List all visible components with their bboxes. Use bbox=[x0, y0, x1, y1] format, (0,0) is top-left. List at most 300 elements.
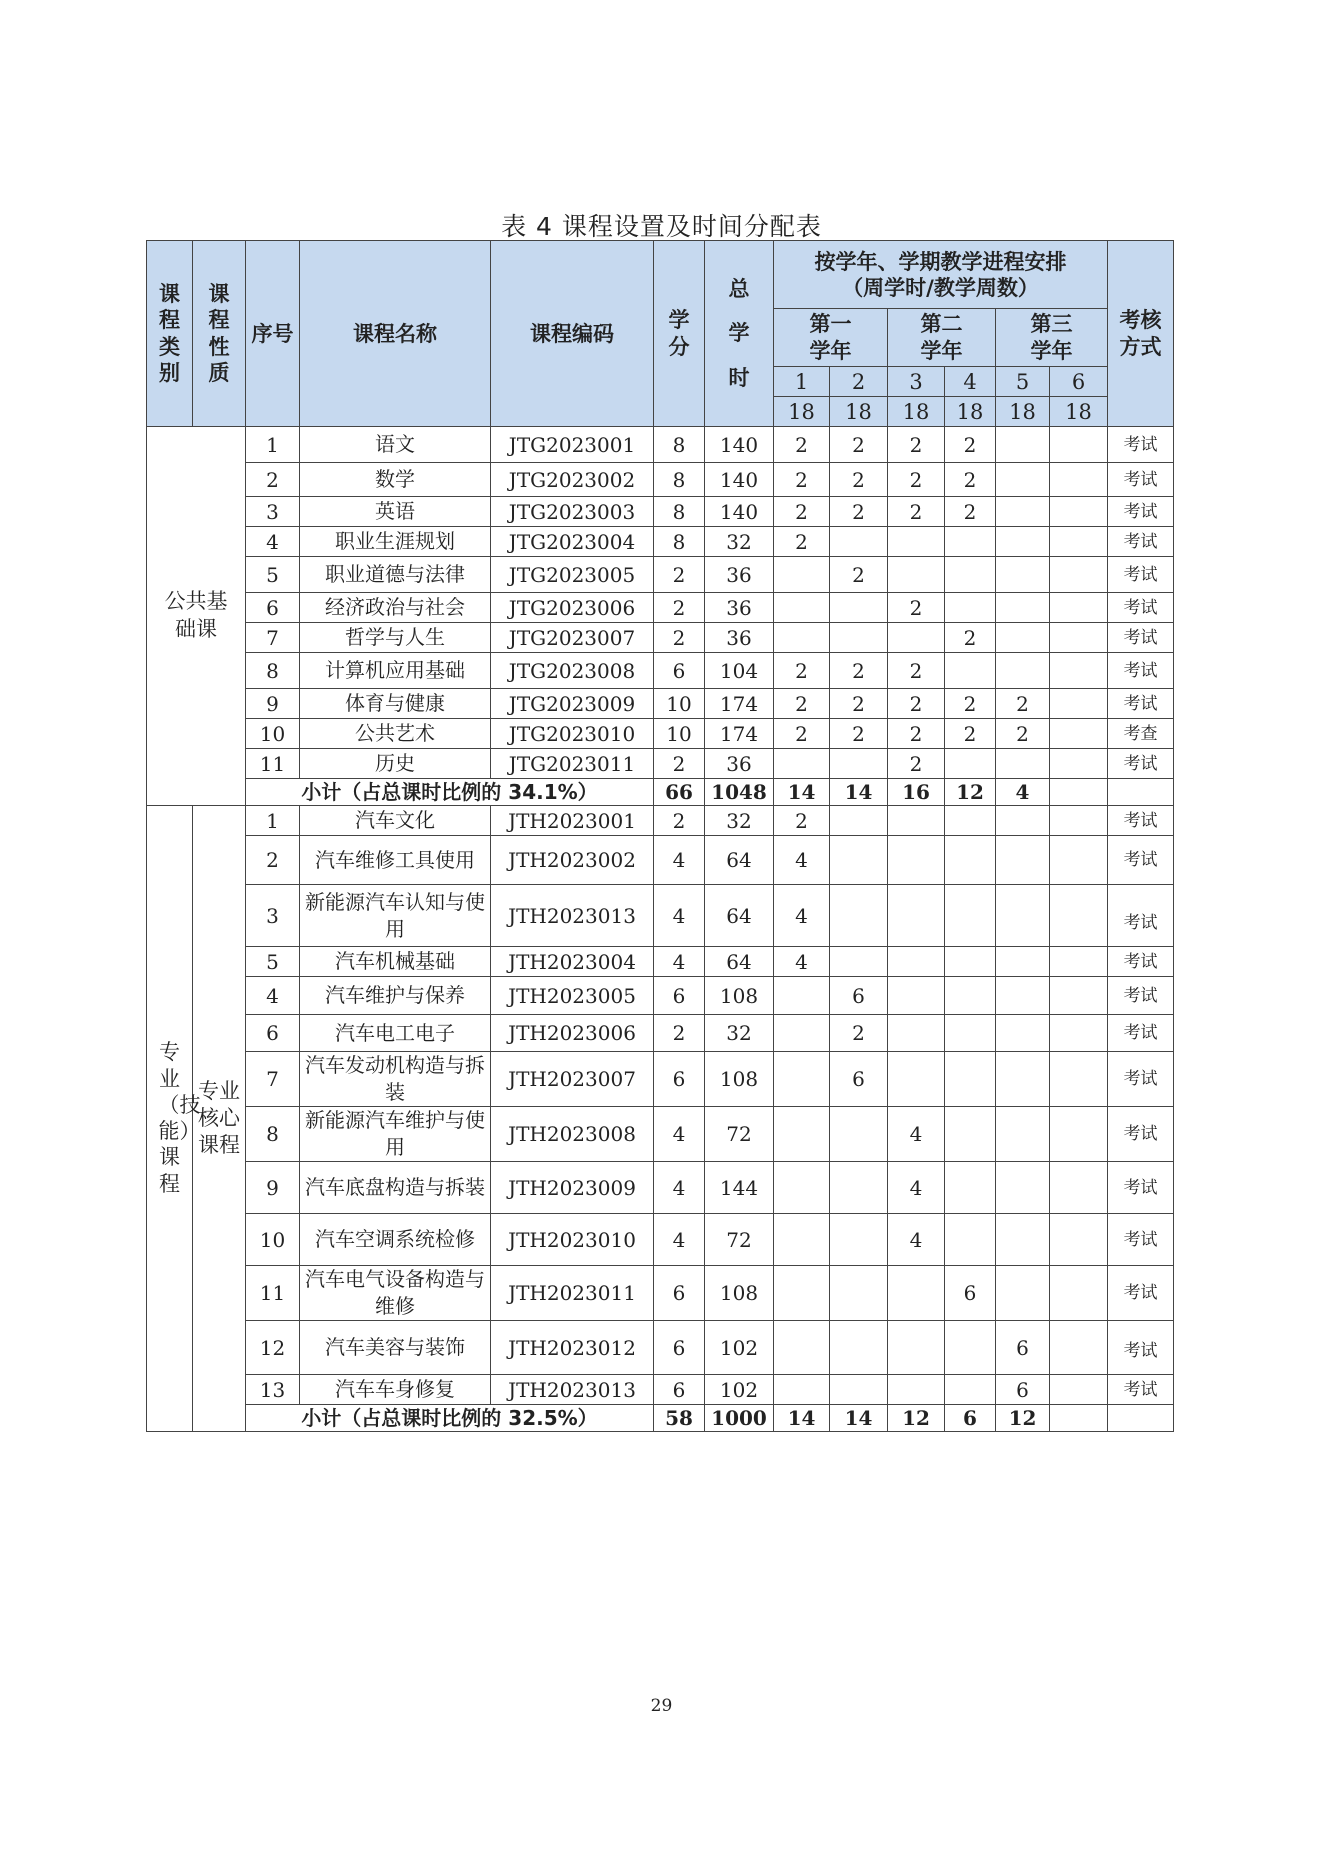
assessment-cell: 考试 bbox=[1108, 1266, 1174, 1321]
seq-cell: 9 bbox=[246, 689, 300, 719]
seq-cell: 11 bbox=[246, 749, 300, 779]
semester-hours-cell bbox=[774, 1375, 830, 1405]
course-name-cell: 汽车空调系统检修 bbox=[300, 1214, 491, 1266]
subtotal-hours: 1000 bbox=[705, 1405, 774, 1432]
semester-hours-cell bbox=[945, 885, 996, 947]
seq-cell: 1 bbox=[246, 806, 300, 836]
course-name-cell: 数学 bbox=[300, 463, 491, 497]
semester-hours-cell bbox=[1050, 947, 1108, 977]
semester-hours-cell bbox=[888, 1321, 945, 1375]
semester-hours-cell bbox=[1050, 1214, 1108, 1266]
assessment-cell: 考试 bbox=[1108, 1214, 1174, 1266]
table-row bbox=[147, 427, 1174, 463]
semester-hours-cell bbox=[774, 1321, 830, 1375]
hours-cell: 36 bbox=[705, 623, 774, 653]
table-row bbox=[147, 806, 1174, 836]
semester-hours-cell bbox=[1050, 977, 1108, 1015]
semester-hours-cell bbox=[888, 557, 945, 593]
semester-hours-cell bbox=[830, 947, 888, 977]
course-code-cell: JTH2023013 bbox=[491, 1375, 654, 1405]
semester-hours-cell: 4 bbox=[888, 1162, 945, 1214]
header-semester: 2 bbox=[830, 367, 888, 397]
table-row bbox=[147, 719, 1174, 749]
semester-hours-cell bbox=[996, 947, 1050, 977]
semester-hours-cell bbox=[945, 593, 996, 623]
semester-hours-cell bbox=[945, 1375, 996, 1405]
header-nature-text: 课程性质 bbox=[208, 282, 230, 385]
hours-cell: 140 bbox=[705, 463, 774, 497]
course-code-cell: JTG2023011 bbox=[491, 749, 654, 779]
semester-hours-cell bbox=[1050, 1266, 1108, 1321]
subtotal-label: 小计（占总课时比例的 32.5%） bbox=[246, 1405, 654, 1432]
semester-hours-cell bbox=[774, 1107, 830, 1162]
credits-cell: 6 bbox=[654, 977, 705, 1015]
hours-cell: 72 bbox=[705, 1107, 774, 1162]
course-name-cell: 新能源汽车维护与使用 bbox=[300, 1107, 491, 1162]
header-schedule bbox=[774, 241, 1108, 309]
semester-hours-cell: 2 bbox=[945, 427, 996, 463]
hours-cell: 64 bbox=[705, 947, 774, 977]
assessment-cell: 考试 bbox=[1108, 1107, 1174, 1162]
credits-cell: 8 bbox=[654, 527, 705, 557]
semester-hours-cell bbox=[996, 1214, 1050, 1266]
semester-hours-cell: 6 bbox=[945, 1266, 996, 1321]
semester-hours-cell: 2 bbox=[774, 527, 830, 557]
table-row bbox=[147, 1214, 1174, 1266]
semester-hours-cell bbox=[888, 977, 945, 1015]
semester-hours-cell bbox=[830, 593, 888, 623]
semester-hours-cell bbox=[888, 527, 945, 557]
semester-hours-cell bbox=[774, 1052, 830, 1107]
table-row bbox=[147, 593, 1174, 623]
semester-hours-cell: 6 bbox=[996, 1321, 1050, 1375]
course-name-cell: 汽车维修工具使用 bbox=[300, 836, 491, 885]
credits-cell: 2 bbox=[654, 623, 705, 653]
semester-hours-cell bbox=[774, 1214, 830, 1266]
subtotal-assessment bbox=[1108, 779, 1174, 806]
seq-cell: 1 bbox=[246, 427, 300, 463]
course-code-cell: JTH2023011 bbox=[491, 1266, 654, 1321]
semester-hours-cell: 2 bbox=[774, 463, 830, 497]
seq-cell: 7 bbox=[246, 1052, 300, 1107]
header-assessment-text: 考核方式 bbox=[1119, 308, 1162, 359]
subtotal-semester-hours: 6 bbox=[945, 1405, 996, 1432]
subtotal-semester-hours: 4 bbox=[996, 779, 1050, 806]
table-row bbox=[147, 1107, 1174, 1162]
semester-hours-cell: 2 bbox=[996, 689, 1050, 719]
semester-hours-cell bbox=[888, 1266, 945, 1321]
semester-hours-cell: 2 bbox=[945, 497, 996, 527]
table-body bbox=[147, 427, 1174, 1432]
category-cell bbox=[147, 806, 201, 1432]
semester-hours-cell bbox=[1050, 689, 1108, 719]
subtotal-row bbox=[147, 779, 1174, 806]
assessment-cell: 考试 bbox=[1108, 557, 1174, 593]
course-name-cell: 汽车机械基础 bbox=[300, 947, 491, 977]
semester-hours-cell bbox=[945, 977, 996, 1015]
header-hours bbox=[705, 241, 774, 427]
subtotal-semester-hours: 14 bbox=[774, 1405, 830, 1432]
category-cell bbox=[147, 427, 246, 806]
table-row bbox=[147, 527, 1174, 557]
semester-hours-cell bbox=[774, 1266, 830, 1321]
subtotal-row bbox=[147, 1405, 1174, 1432]
header-name: 课程名称 bbox=[300, 241, 491, 427]
credits-cell: 8 bbox=[654, 427, 705, 463]
header-weeks: 18 bbox=[945, 397, 996, 427]
semester-hours-cell bbox=[945, 1107, 996, 1162]
header-weeks: 18 bbox=[830, 397, 888, 427]
hours-cell: 174 bbox=[705, 719, 774, 749]
table-row bbox=[147, 557, 1174, 593]
table-row bbox=[147, 885, 1174, 947]
table-row bbox=[147, 947, 1174, 977]
credits-cell: 10 bbox=[654, 719, 705, 749]
credits-cell: 6 bbox=[654, 1052, 705, 1107]
semester-hours-cell: 4 bbox=[774, 947, 830, 977]
credits-cell: 2 bbox=[654, 1015, 705, 1052]
header-credits bbox=[654, 241, 705, 427]
semester-hours-cell bbox=[1050, 749, 1108, 779]
course-code-cell: JTH2023010 bbox=[491, 1214, 654, 1266]
semester-hours-cell bbox=[830, 1107, 888, 1162]
semester-hours-cell bbox=[945, 836, 996, 885]
assessment-cell: 考试 bbox=[1108, 806, 1174, 836]
course-name-cell: 汽车文化 bbox=[300, 806, 491, 836]
semester-hours-cell bbox=[945, 947, 996, 977]
hours-cell: 32 bbox=[705, 527, 774, 557]
category-label: 专业（技能）课程 bbox=[158, 1040, 201, 1196]
semester-hours-cell bbox=[945, 1052, 996, 1107]
semester-hours-cell bbox=[996, 463, 1050, 497]
hours-cell: 108 bbox=[705, 1266, 774, 1321]
semester-hours-cell bbox=[888, 623, 945, 653]
assessment-cell: 考试 bbox=[1108, 1375, 1174, 1405]
semester-hours-cell bbox=[1050, 497, 1108, 527]
header-year1-text: 第一学年 bbox=[809, 312, 852, 363]
semester-hours-cell bbox=[996, 836, 1050, 885]
header-category bbox=[147, 241, 193, 427]
semester-hours-cell bbox=[830, 806, 888, 836]
semester-hours-cell bbox=[1050, 1321, 1108, 1375]
semester-hours-cell bbox=[945, 1162, 996, 1214]
nature-label: 专业核心课程 bbox=[198, 1078, 240, 1158]
credits-cell: 6 bbox=[654, 1375, 705, 1405]
subtotal-assessment bbox=[1108, 1405, 1174, 1432]
seq-cell: 11 bbox=[246, 1266, 300, 1321]
semester-hours-cell bbox=[996, 653, 1050, 689]
semester-hours-cell: 2 bbox=[888, 427, 945, 463]
semester-hours-cell: 2 bbox=[888, 463, 945, 497]
semester-hours-cell: 6 bbox=[830, 977, 888, 1015]
semester-hours-cell: 2 bbox=[945, 463, 996, 497]
semester-hours-cell bbox=[1050, 593, 1108, 623]
course-name-cell: 历史 bbox=[300, 749, 491, 779]
hours-cell: 174 bbox=[705, 689, 774, 719]
semester-hours-cell: 4 bbox=[888, 1214, 945, 1266]
header-assessment bbox=[1108, 241, 1174, 427]
semester-hours-cell bbox=[830, 527, 888, 557]
header-hours-text: 总学时 bbox=[728, 277, 750, 390]
semester-hours-cell bbox=[996, 557, 1050, 593]
seq-cell: 13 bbox=[246, 1375, 300, 1405]
course-code-cell: JTH2023008 bbox=[491, 1107, 654, 1162]
assessment-cell: 考试 bbox=[1108, 689, 1174, 719]
semester-hours-cell bbox=[1050, 885, 1108, 947]
course-code-cell: JTH2023007 bbox=[491, 1052, 654, 1107]
semester-hours-cell bbox=[1050, 1015, 1108, 1052]
course-code-cell: JTG2023009 bbox=[491, 689, 654, 719]
semester-hours-cell: 2 bbox=[945, 719, 996, 749]
semester-hours-cell bbox=[945, 1015, 996, 1052]
semester-hours-cell bbox=[996, 1052, 1050, 1107]
hours-cell: 140 bbox=[705, 427, 774, 463]
semester-hours-cell bbox=[1050, 557, 1108, 593]
course-name-cell: 公共艺术 bbox=[300, 719, 491, 749]
header-year2 bbox=[888, 309, 996, 367]
semester-hours-cell bbox=[774, 977, 830, 1015]
semester-hours-cell bbox=[996, 623, 1050, 653]
course-name-cell: 职业道德与法律 bbox=[300, 557, 491, 593]
semester-hours-cell: 2 bbox=[830, 497, 888, 527]
seq-cell: 6 bbox=[246, 1015, 300, 1052]
course-name-cell: 汽车电工电子 bbox=[300, 1015, 491, 1052]
assessment-cell: 考试 bbox=[1108, 527, 1174, 557]
assessment-cell: 考试 bbox=[1108, 836, 1174, 885]
course-name-cell: 汽车电气设备构造与维修 bbox=[300, 1266, 491, 1321]
semester-hours-cell bbox=[996, 885, 1050, 947]
semester-hours-cell bbox=[996, 1162, 1050, 1214]
course-name-cell: 体育与健康 bbox=[300, 689, 491, 719]
semester-hours-cell bbox=[888, 1375, 945, 1405]
semester-hours-cell bbox=[888, 1052, 945, 1107]
semester-hours-cell bbox=[945, 749, 996, 779]
course-code-cell: JTH2023004 bbox=[491, 947, 654, 977]
credits-cell: 2 bbox=[654, 593, 705, 623]
credits-cell: 4 bbox=[654, 885, 705, 947]
course-name-cell: 计算机应用基础 bbox=[300, 653, 491, 689]
assessment-cell: 考试 bbox=[1108, 427, 1174, 463]
assessment-cell: 考试 bbox=[1108, 885, 1174, 947]
semester-hours-cell: 6 bbox=[996, 1375, 1050, 1405]
credits-cell: 4 bbox=[654, 947, 705, 977]
table-title: 表 4 课程设置及时间分配表 bbox=[501, 212, 822, 241]
semester-hours-cell bbox=[888, 1015, 945, 1052]
semester-hours-cell: 2 bbox=[774, 806, 830, 836]
credits-cell: 4 bbox=[654, 1162, 705, 1214]
subtotal-credits: 58 bbox=[654, 1405, 705, 1432]
subtotal-hours: 1048 bbox=[705, 779, 774, 806]
credits-cell: 2 bbox=[654, 557, 705, 593]
table-row bbox=[147, 836, 1174, 885]
course-code-cell: JTG2023007 bbox=[491, 623, 654, 653]
course-code-cell: JTG2023008 bbox=[491, 653, 654, 689]
course-name-cell: 职业生涯规划 bbox=[300, 527, 491, 557]
semester-hours-cell: 2 bbox=[945, 689, 996, 719]
header-weeks: 18 bbox=[996, 397, 1050, 427]
table-row bbox=[147, 749, 1174, 779]
table-row bbox=[147, 463, 1174, 497]
semester-hours-cell bbox=[888, 947, 945, 977]
header-year2-text: 第二学年 bbox=[920, 312, 963, 363]
table-row bbox=[147, 1015, 1174, 1052]
hours-cell: 144 bbox=[705, 1162, 774, 1214]
semester-hours-cell: 2 bbox=[830, 557, 888, 593]
header-semester: 5 bbox=[996, 367, 1050, 397]
assessment-cell: 考试 bbox=[1108, 463, 1174, 497]
credits-cell: 10 bbox=[654, 689, 705, 719]
semester-hours-cell bbox=[945, 1321, 996, 1375]
header-category-text: 课程类别 bbox=[158, 282, 180, 385]
semester-hours-cell bbox=[945, 557, 996, 593]
semester-hours-cell: 2 bbox=[774, 689, 830, 719]
semester-hours-cell bbox=[1050, 527, 1108, 557]
hours-cell: 72 bbox=[705, 1214, 774, 1266]
semester-hours-cell: 2 bbox=[830, 653, 888, 689]
semester-hours-cell bbox=[945, 806, 996, 836]
semester-hours-cell bbox=[996, 1266, 1050, 1321]
seq-cell: 4 bbox=[246, 977, 300, 1015]
header-year3 bbox=[996, 309, 1108, 367]
semester-hours-cell: 2 bbox=[774, 427, 830, 463]
credits-cell: 6 bbox=[654, 1266, 705, 1321]
semester-hours-cell bbox=[996, 1107, 1050, 1162]
semester-hours-cell: 2 bbox=[888, 689, 945, 719]
assessment-cell: 考试 bbox=[1108, 1015, 1174, 1052]
assessment-cell: 考试 bbox=[1108, 977, 1174, 1015]
semester-hours-cell: 2 bbox=[888, 749, 945, 779]
subtotal-semester-hours: 12 bbox=[996, 1405, 1050, 1432]
semester-hours-cell bbox=[1050, 623, 1108, 653]
subtotal-semester-hours bbox=[1050, 779, 1108, 806]
semester-hours-cell bbox=[996, 593, 1050, 623]
credits-cell: 2 bbox=[654, 806, 705, 836]
semester-hours-cell bbox=[830, 1266, 888, 1321]
semester-hours-cell bbox=[1050, 806, 1108, 836]
subtotal-semester-hours bbox=[1050, 1405, 1108, 1432]
header-year3-text: 第三学年 bbox=[1030, 312, 1073, 363]
seq-cell: 4 bbox=[246, 527, 300, 557]
semester-hours-cell bbox=[1050, 719, 1108, 749]
course-code-cell: JTG2023002 bbox=[491, 463, 654, 497]
table-row bbox=[147, 653, 1174, 689]
course-code-cell: JTH2023009 bbox=[491, 1162, 654, 1214]
semester-hours-cell bbox=[774, 1162, 830, 1214]
seq-cell: 5 bbox=[246, 557, 300, 593]
semester-hours-cell: 4 bbox=[774, 836, 830, 885]
header-seq: 序号 bbox=[246, 241, 300, 427]
course-code-cell: JTH2023012 bbox=[491, 1321, 654, 1375]
course-code-cell: JTH2023006 bbox=[491, 1015, 654, 1052]
semester-hours-cell bbox=[1050, 1375, 1108, 1405]
semester-hours-cell: 2 bbox=[888, 719, 945, 749]
semester-hours-cell: 2 bbox=[830, 719, 888, 749]
header-semester: 3 bbox=[888, 367, 945, 397]
course-code-cell: JTG2023006 bbox=[491, 593, 654, 623]
semester-hours-cell bbox=[1050, 1162, 1108, 1214]
semester-hours-cell: 2 bbox=[830, 427, 888, 463]
seq-cell: 6 bbox=[246, 593, 300, 623]
course-code-cell: JTG2023001 bbox=[491, 427, 654, 463]
header-semester: 1 bbox=[774, 367, 830, 397]
semester-hours-cell: 6 bbox=[830, 1052, 888, 1107]
subtotal-semester-hours: 16 bbox=[888, 779, 945, 806]
credits-cell: 8 bbox=[654, 463, 705, 497]
header-weeks: 18 bbox=[888, 397, 945, 427]
hours-cell: 102 bbox=[705, 1321, 774, 1375]
semester-hours-cell: 2 bbox=[830, 1015, 888, 1052]
table-row bbox=[147, 1162, 1174, 1214]
course-code-cell: JTH2023002 bbox=[491, 836, 654, 885]
semester-hours-cell bbox=[774, 749, 830, 779]
credits-cell: 2 bbox=[654, 749, 705, 779]
hours-cell: 36 bbox=[705, 749, 774, 779]
course-code-cell: JTG2023010 bbox=[491, 719, 654, 749]
credits-cell: 8 bbox=[654, 497, 705, 527]
semester-hours-cell bbox=[1050, 1052, 1108, 1107]
table-row bbox=[147, 1052, 1174, 1107]
subtotal-semester-hours: 14 bbox=[830, 1405, 888, 1432]
semester-hours-cell: 2 bbox=[774, 653, 830, 689]
seq-cell: 5 bbox=[246, 947, 300, 977]
course-schedule-table bbox=[146, 240, 1174, 1432]
hours-cell: 104 bbox=[705, 653, 774, 689]
course-code-cell: JTG2023003 bbox=[491, 497, 654, 527]
semester-hours-cell: 4 bbox=[774, 885, 830, 947]
semester-hours-cell bbox=[945, 653, 996, 689]
table-row bbox=[147, 977, 1174, 1015]
category-label: 公共基础课 bbox=[164, 589, 228, 641]
hours-cell: 102 bbox=[705, 1375, 774, 1405]
seq-cell: 2 bbox=[246, 463, 300, 497]
semester-hours-cell: 2 bbox=[774, 719, 830, 749]
semester-hours-cell bbox=[888, 885, 945, 947]
assessment-cell: 考试 bbox=[1108, 1052, 1174, 1107]
hours-cell: 32 bbox=[705, 1015, 774, 1052]
course-name-cell: 汽车美容与装饰 bbox=[300, 1321, 491, 1375]
header-nature bbox=[193, 241, 246, 427]
course-name-cell: 英语 bbox=[300, 497, 491, 527]
semester-hours-cell bbox=[830, 749, 888, 779]
seq-cell: 10 bbox=[246, 1214, 300, 1266]
header-schedule-line2: （周学时/教学周数） bbox=[842, 275, 1039, 300]
course-name-cell: 经济政治与社会 bbox=[300, 593, 491, 623]
semester-hours-cell bbox=[1050, 427, 1108, 463]
header-year1 bbox=[774, 309, 888, 367]
semester-hours-cell: 2 bbox=[945, 623, 996, 653]
semester-hours-cell bbox=[1050, 653, 1108, 689]
seq-cell: 8 bbox=[246, 653, 300, 689]
subtotal-label: 小计（占总课时比例的 34.1%） bbox=[246, 779, 654, 806]
course-code-cell: JTG2023004 bbox=[491, 527, 654, 557]
course-name-cell: 新能源汽车认知与使用 bbox=[300, 885, 491, 947]
table-row bbox=[147, 1321, 1174, 1375]
nature-cell bbox=[193, 806, 246, 1432]
semester-hours-cell bbox=[996, 527, 1050, 557]
header-semester: 4 bbox=[945, 367, 996, 397]
hours-cell: 108 bbox=[705, 1052, 774, 1107]
semester-hours-cell bbox=[1050, 1107, 1108, 1162]
semester-hours-cell: 2 bbox=[888, 593, 945, 623]
header-credits-text: 学分 bbox=[668, 308, 690, 359]
header-schedule-line1: 按学年、学期教学进程安排 bbox=[814, 249, 1067, 274]
semester-hours-cell bbox=[830, 1214, 888, 1266]
semester-hours-cell bbox=[996, 749, 1050, 779]
credits-cell: 4 bbox=[654, 1107, 705, 1162]
header-weeks: 18 bbox=[774, 397, 830, 427]
course-name-cell: 汽车车身修复 bbox=[300, 1375, 491, 1405]
semester-hours-cell: 2 bbox=[888, 497, 945, 527]
